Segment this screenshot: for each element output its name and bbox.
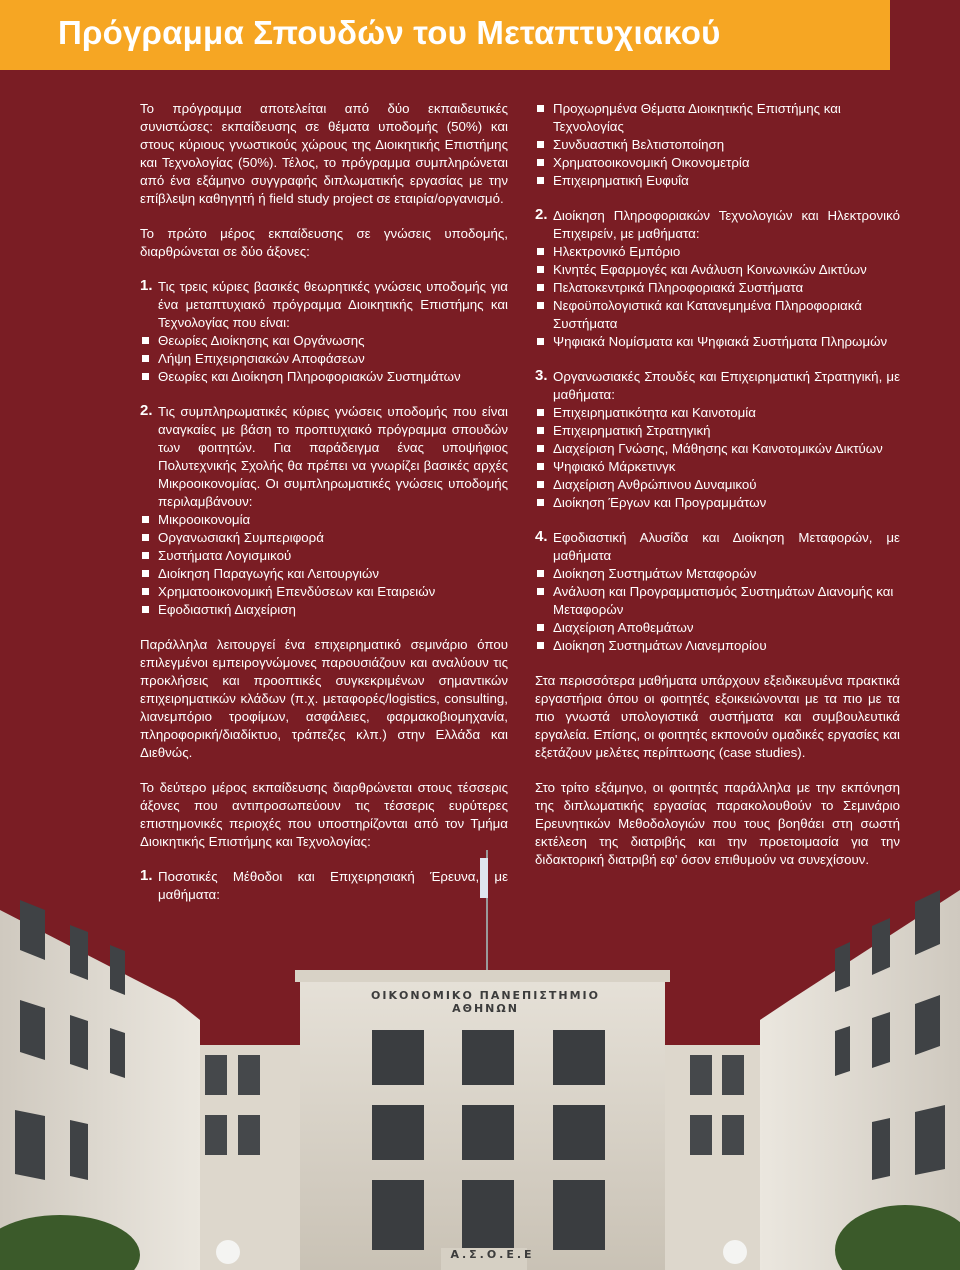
area-2-list bbox=[553, 243, 900, 351]
list-item: Εφοδιαστική Διαχείριση bbox=[140, 601, 508, 619]
area-3-number: 3. bbox=[535, 367, 548, 384]
list-item: Επιχειρηματική Ευφυΐα bbox=[535, 172, 900, 190]
list-item: Χρηματοοικονομική Οικονομετρία bbox=[535, 154, 900, 172]
list-item: Ψηφιακά Νομίσματα και Ψηφιακά Συστήματα Πληρωμών bbox=[535, 333, 900, 351]
area-4-list bbox=[553, 565, 900, 655]
axis-2-list bbox=[158, 511, 508, 619]
entrance-sign: Α.Σ.Ο.Ε.Ε bbox=[450, 1248, 535, 1261]
axis-1-number: 1. bbox=[140, 277, 153, 294]
axis-1-list bbox=[158, 332, 508, 386]
page-title: Πρόγραμμα Σπουδών του Μεταπτυχιακού bbox=[58, 14, 721, 51]
area-2-text: Διοίκηση Πληροφοριακών Τεχνολογιών και Ηλεκτρονικό Επιχειρείν, με μαθήματα: bbox=[553, 208, 900, 241]
area-3-list bbox=[553, 404, 900, 512]
university-building-image bbox=[0, 850, 960, 1270]
area-1 bbox=[140, 868, 508, 904]
list-item: Διαχείριση Αποθεμάτων bbox=[535, 619, 900, 637]
area-2 bbox=[535, 207, 900, 351]
list-item: Επιχειρηματική Στρατηγική bbox=[535, 422, 900, 440]
title-banner bbox=[0, 0, 890, 70]
area-4 bbox=[535, 529, 900, 655]
area-2-number: 2. bbox=[535, 206, 548, 223]
list-item: Χρηματοοικονομική Επενδύσεων και Εταιρειών bbox=[140, 583, 508, 601]
list-item: Διοίκηση Συστημάτων Λιανεμπορίου bbox=[535, 637, 900, 655]
labs-paragraph: Στα περισσότερα μαθήματα υπάρχουν εξειδικευμένα πρακτικά εργαστήρια όπου οι φοιτητές εξοικειώνονται με τα πιο με τα πιο γνωστά υπολογιστικά συστήματα και συμβουλευτικά εργαλεία. Επίσης, οι φοιτητές εκπονούν ομαδικές εργασίες και εξετάζουν μελέτες περίπτωσης (case studies). bbox=[535, 673, 900, 760]
area-3 bbox=[535, 368, 900, 512]
list-item: Διοίκηση Παραγωγής και Λειτουργιών bbox=[140, 565, 508, 583]
list-item: Νεφοϋπολογιστικά και Κατανεμημένα Πληροφοριακά Συστήματα bbox=[535, 297, 900, 333]
area-1-list bbox=[535, 100, 900, 190]
axis-1-text: Τις τρεις κύριες βασικές θεωρητικές γνώσεις υποδομής για ένα μεταπτυχιακό πρόγραμμα Διοικητικής Επιστήμης και Τεχνολογίας που είναι: bbox=[158, 279, 508, 330]
list-item: Οργανωσιακή Συμπεριφορά bbox=[140, 529, 508, 547]
list-item: Πελατοκεντρικά Πληροφοριακά Συστήματα bbox=[535, 279, 900, 297]
list-item: Διοίκηση Συστημάτων Μεταφορών bbox=[535, 565, 900, 583]
list-item: Διαχείριση Γνώσης, Μάθησης και Καινοτομικών Δικτύων bbox=[535, 440, 900, 458]
list-item: Προχωρημένα Θέματα Διοικητικής Επιστήμης και Τεχνολογίας bbox=[535, 100, 900, 136]
axis-2-number: 2. bbox=[140, 402, 153, 419]
list-item: Θεωρίες Διοίκησης και Οργάνωσης bbox=[140, 332, 508, 350]
right-column bbox=[535, 100, 900, 869]
axis-1 bbox=[140, 278, 508, 386]
seminar-paragraph: Παράλληλα λειτουργεί ένα επιχειρηματικό σεμινάριο όπου επιλεγμένοι εμπειρογνώμονες παρουσιάζουν και αναλύουν τις προκλήσεις και προοπτικές συγκεκριμένων σημαντικών επιχειρηματικών κλάδων (π.χ. μεταφορές/logistics, consulting, λιανεμπόριο τροφίμων, ασφάλειες, φαρμακοβιομηχανία, πληροφορική/διαδίκτυο, τράπεζες κλπ.) στην Ελλάδα και Διεθνώς. bbox=[140, 637, 508, 760]
second-part-paragraph: Το δεύτερο μέρος εκπαίδευσης διαρθρώνεται στους τέσσερις άξονες που αντιπροσωπεύουν τις τέσσερις ευρύτερες επιστημονικές περιοχές που υποστηρίζονται από τον Τμήμα Διοικητικής Επιστήμης και Τεχνολογίας: bbox=[140, 780, 508, 849]
axis-2 bbox=[140, 403, 508, 619]
intro-paragraph: Το πρόγραμμα αποτελείται από δύο εκπαιδευτικές συνιστώσες: εκπαίδευσης σε θέματα υποδομής (50%) και στους κύριους γνωστικούς χώρους της Διοικητικής Επιστήμης και Τεχνολογίας (50%). Τέλος, το πρόγραμμα συμπληρώνεται από ένα εξάμηνο συγγραφής διπλωματικής εργασίας με την επίβλεψη καθηγητή ή field study project σε εταιρία/οργανισμό. bbox=[140, 101, 508, 206]
list-item: Επιχειρηματικότητα και Καινοτομία bbox=[535, 404, 900, 422]
area-1-text: Ποσοτικές Μέθοδοι και Επιχειρησιακή Έρευνα, με μαθήματα: bbox=[158, 869, 508, 902]
third-semester-paragraph: Στο τρίτο εξάμηνο, οι φοιτητές παράλληλα με την εκπόνηση της διπλωματικής εργασίας παρακολουθούν το Σεμινάριο Ερευνητικών Μεθοδολογιών που τους βοηθάει στη σωστή εκτέλεση της διατριβής και την προετοιμασία για την διδακτορική διατριβή εφ' όσον επιθυμούν να συνεχίσουν. bbox=[535, 780, 900, 867]
area-3-text: Οργανωσιακές Σπουδές και Επιχειρηματική Στρατηγική, με μαθήματα: bbox=[553, 369, 900, 402]
list-item: Διοίκηση Έργων και Προγραμμάτων bbox=[535, 494, 900, 512]
list-item: Διαχείριση Ανθρώπινου Δυναμικού bbox=[535, 476, 900, 494]
list-item: Θεωρίες και Διοίκηση Πληροφοριακών Συστημάτων bbox=[140, 368, 508, 386]
list-item: Κινητές Εφαρμογές και Ανάλυση Κοινωνικών Δικτύων bbox=[535, 261, 900, 279]
area-1-number: 1. bbox=[140, 867, 153, 884]
list-item: Λήψη Επιχειρησιακών Αποφάσεων bbox=[140, 350, 508, 368]
list-item: Ηλεκτρονικό Εμπόριο bbox=[535, 243, 900, 261]
area-4-text: Εφοδιαστική Αλυσίδα και Διοίκηση Μεταφορών, με μαθήματα bbox=[553, 530, 900, 563]
area-4-number: 4. bbox=[535, 528, 548, 545]
list-item: Συνδυαστική Βελτιστοποίηση bbox=[535, 136, 900, 154]
facade-sign: ΟΙΚΟΝΟΜΙΚΟ ΠΑΝΕΠΙΣΤΗΜΙΟ ΑΘΗΝΩΝ bbox=[371, 989, 600, 1015]
axis-2-text: Τις συμπληρωματικές κύριες γνώσεις υποδομής που είναι αναγκαίες με βάση το προπτυχιακό πρόγραμμα σπουδών των φοιτητών. Για παράδειγμα ένας υποψήφιος Πολυτεχνικής Σχολής θα πρέπει να γνωρίζει βασικές αρχές Μικροοικονομίας. Οι συμπληρωματικές γνώσεις υποδομής περιλαμβάνουν: bbox=[158, 404, 508, 509]
left-column bbox=[140, 100, 508, 904]
list-item: Ψηφιακό Μάρκετινγκ bbox=[535, 458, 900, 476]
list-item: Συστήματα Λογισμικού bbox=[140, 547, 508, 565]
list-item: Μικροοικονομία bbox=[140, 511, 508, 529]
first-part-paragraph: Το πρώτο μέρος εκπαίδευσης σε γνώσεις υποδομής, διαρθρώνεται σε δύο άξονες: bbox=[140, 226, 508, 259]
list-item: Ανάλυση και Προγραμματισμός Συστημάτων Διανομής και Μεταφορών bbox=[535, 583, 900, 619]
